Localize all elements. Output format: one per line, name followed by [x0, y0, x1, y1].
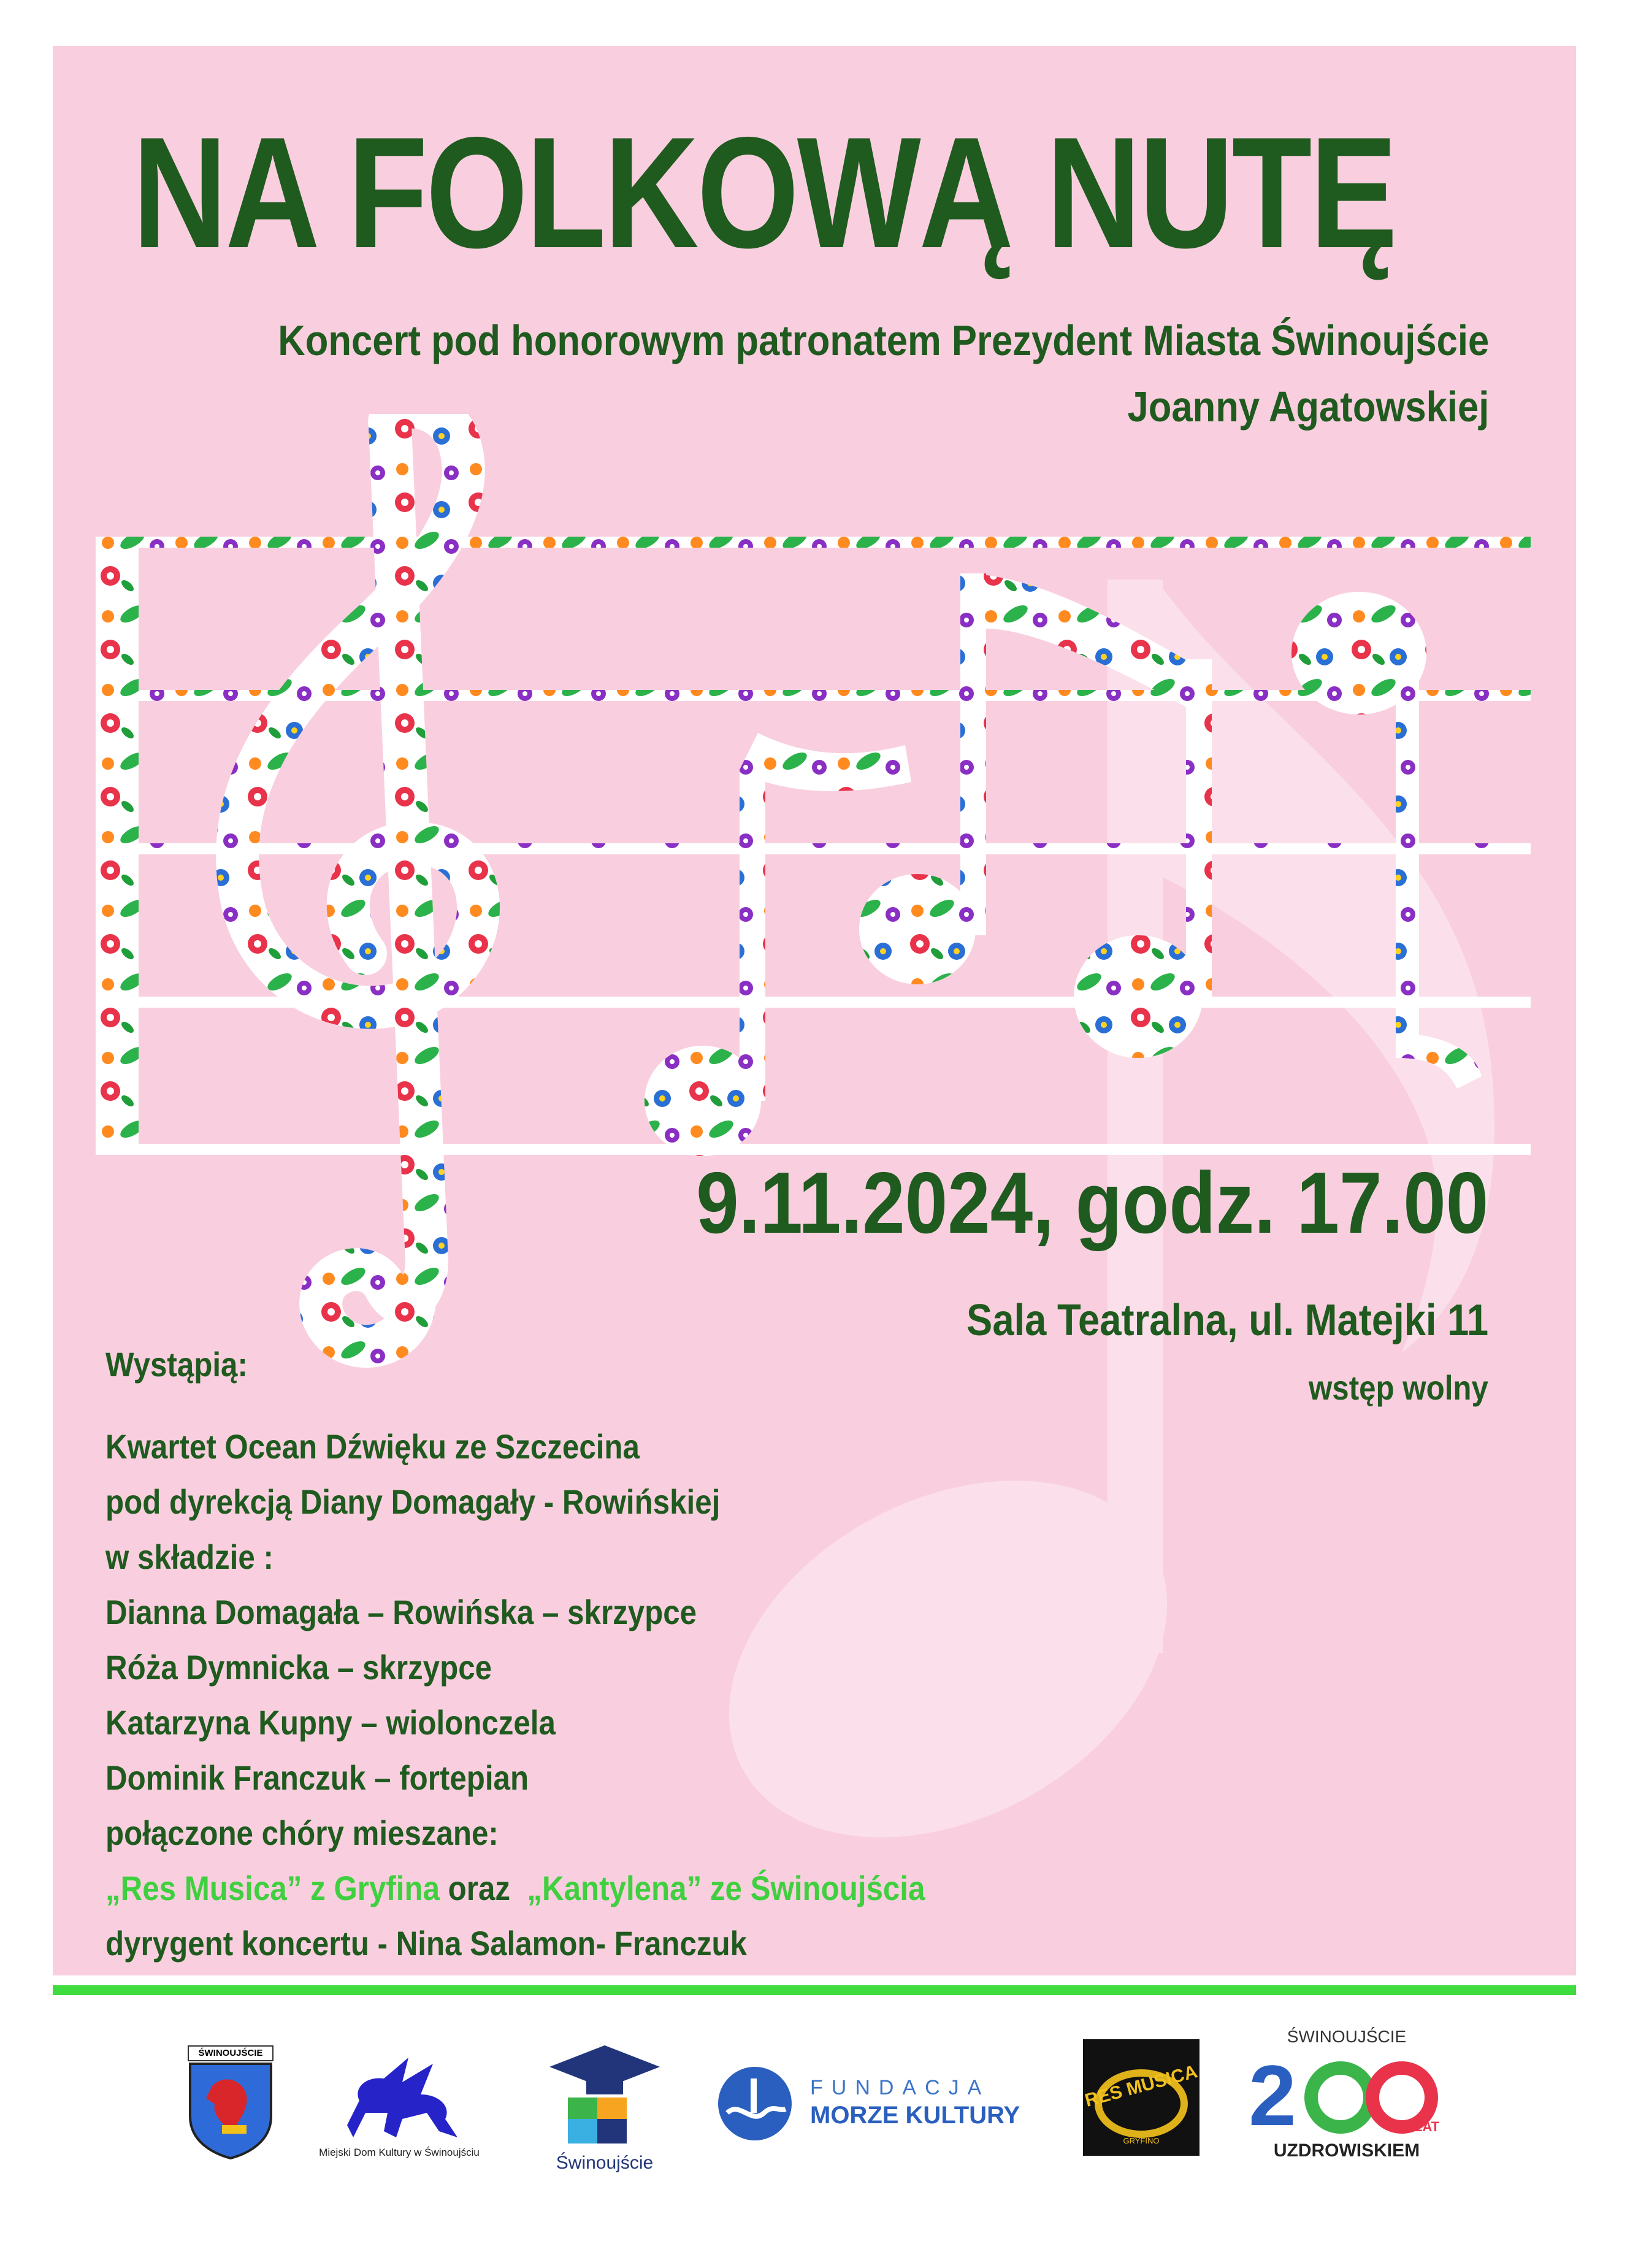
ensemble-name: Kwartet Ocean Dźwięku ze Szczecina: [105, 1427, 640, 1466]
res-musica-text: RES MUSICA: [1082, 2061, 1200, 2111]
performers-list: [105, 1337, 996, 1971]
sponsor-logos: [53, 2002, 1576, 2223]
jubilee-top: ŚWINOUJŚCIE: [1287, 2027, 1407, 2046]
edu-caption: Świnoujście: [556, 2153, 654, 2173]
choir-res-musica: „Res Musica” z Gryfina: [105, 1869, 440, 1907]
patron-name: Joanny Agatowskiej: [1127, 383, 1489, 431]
jubilee-bottom: UZDROWISKIEM: [1273, 2140, 1420, 2161]
member-line: Katarzyna Kupny – wiolonczela: [105, 1703, 556, 1742]
fundacja-top: FUNDACJA: [810, 2076, 990, 2099]
graduation-cap-icon: [543, 2033, 666, 2174]
performers-heading: Wystąpią:: [105, 1345, 248, 1384]
conductor-line: dyrygent koncertu - Nina Salamon- Franczuk: [105, 1924, 748, 1963]
poster-title: NA FOLKOWĄ NUTĘ: [132, 104, 1396, 281]
patronage-line: Koncert pod honorowym patronatem Prezydent Miasta Świnoujście: [278, 316, 1489, 364]
fundacja-bottom: MORZE KULTURY: [810, 2102, 1020, 2129]
member-line: Róża Dymnicka – skrzypce: [105, 1648, 492, 1687]
choirs-line: [105, 1861, 996, 1916]
svg-text:2: 2: [1249, 2052, 1296, 2137]
lineup-intro: w składzie :: [105, 1538, 274, 1576]
res-musica-sub: GRYFINO: [1123, 2136, 1160, 2145]
wave-circle-icon: [715, 2064, 1046, 2143]
footer-divider: [53, 1985, 1576, 1995]
choirs-intro: połączone chóry mieszane:: [105, 1814, 499, 1852]
choir-kantylena: „Kantylena” ze Świnoujścia: [527, 1869, 925, 1907]
poster: [53, 46, 1576, 1975]
member-line: Dominik Franczuk – fortepian: [105, 1758, 529, 1797]
event-venue: Sala Teatralna, ul. Matejki 11: [966, 1296, 1488, 1345]
member-line: Dianna Domagała – Rowińska – skrzypce: [105, 1593, 697, 1631]
entry-info: wstęp wolny: [1309, 1368, 1488, 1407]
res-musica-logo: [1083, 2039, 1200, 2156]
event-date: 9.11.2024, godz. 17.00: [695, 1154, 1488, 1252]
city-crest-icon: [188, 2045, 274, 2163]
jubilee-lat: LAT: [1414, 2119, 1440, 2134]
pegasus-icon: [310, 2052, 488, 2159]
choir-join: oraz: [439, 1869, 527, 1907]
mdk-caption: Miejski Dom Kultury w Świnoujściu: [319, 2147, 480, 2158]
crest-label: ŚWINOUJŚCIE: [188, 2045, 274, 2061]
director-line: pod dyrekcją Diany Domagały - Rowińskiej: [105, 1482, 721, 1521]
200-years-logo: [1242, 2027, 1451, 2162]
